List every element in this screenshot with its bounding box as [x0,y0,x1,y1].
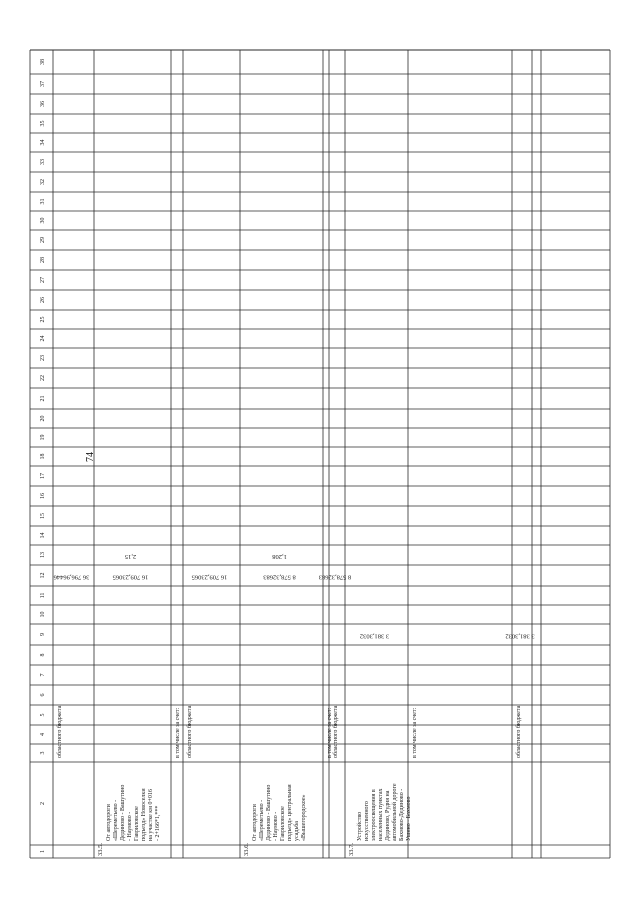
cell-value-col-13: 1,208 [272,553,287,560]
column-number-37: 37 [40,81,46,87]
row-name: Гавриловское [134,806,140,841]
row-name: Дединово, Рудня на [385,790,391,841]
column-number-22: 22 [40,375,46,381]
column-number-31: 31 [40,198,46,205]
column-number-16: 16 [40,493,46,499]
table-grid [30,50,610,858]
cell-value-col-12: 8 578,32683 [263,573,296,581]
cell-value-col-12: 16 709,23065 [112,573,149,581]
page-number: 74 [85,452,96,462]
row-name: областного бюджета [187,705,193,758]
column-number-18: 18 [40,453,46,460]
table-row [186,574,227,759]
cell-value-col-13: 2,15 [124,553,137,560]
column-number-28: 28 [40,257,46,263]
column-number-10: 10 [40,611,46,618]
column-number-38: 38 [40,59,46,65]
row-name: областного бюджета [516,705,522,758]
row-name: усадьба [294,821,300,841]
row-name: подъезд» Новоселки [141,788,147,841]
column-number-1: 1 [40,850,46,853]
row-name: областного бюджета [57,705,63,758]
column-number-5: 5 [40,713,46,717]
row-name: в том числе за счет: [175,707,181,758]
cell-value-col-12: 36 796,96446 [53,573,90,581]
row-name: Гавриловское [280,806,286,841]
table-row [243,553,307,856]
table-row [412,708,418,758]
table-row [53,574,90,759]
row-name: населенных пунктах [378,788,384,841]
column-number-header [40,59,46,853]
cell-value-col-9: 3 381,3032 [505,632,535,640]
column-number-33: 33 [40,159,46,165]
row-name: в том числе за счет: [327,707,333,758]
row-name: в том числе за счет: [412,707,418,758]
column-number-27: 27 [40,277,46,283]
column-number-11: 11 [40,592,46,599]
column-number-12: 12 [40,572,46,579]
column-number-23: 23 [40,355,46,361]
column-number-35: 35 [40,120,46,127]
row-name: От автодороги [252,804,258,841]
table-row [97,553,161,856]
column-number-30: 30 [40,217,46,224]
column-number-34: 34 [40,139,46,146]
row-name: на участке км 0+016 [148,789,154,841]
column-number-25: 25 [40,316,46,323]
column-number-13: 13 [40,552,46,558]
column-number-26: 26 [40,297,46,303]
table-rows [53,553,535,856]
cell-value-col-12: 8 578,32683 [318,573,352,581]
column-number-36: 36 [40,101,46,107]
column-number-15: 15 [40,513,46,519]
column-number-2: 2 [40,802,46,805]
row-name: От автодороги [106,804,112,841]
column-number-7: 7 [40,673,46,677]
cell-value-col-12: 16 709,23065 [191,573,228,581]
column-number-8: 8 [40,653,46,657]
row-name: подъезд» центральная [287,784,293,841]
column-number-29: 29 [40,237,46,243]
row-number: 33.5. [97,843,104,856]
cell-value-col-9: 3 381,3032 [359,632,390,640]
row-name: искусственного [364,801,370,841]
column-number-20: 20 [40,415,46,422]
row-name: автомобильной дороге [392,783,398,841]
column-number-19: 19 [40,434,46,441]
row-name: Бахмово-Дединово - [399,788,405,841]
column-number-32: 32 [40,179,46,185]
column-number-6: 6 [40,693,46,697]
row-name: Устройство [357,811,363,841]
column-number-17: 17 [40,473,46,479]
column-number-21: 21 [40,395,46,402]
row-name: - 2+166*1,*** [155,805,161,841]
table-row [505,633,534,759]
row-name: - Наумово - [127,811,133,841]
row-name: областного бюджета [333,705,339,758]
row-name: «Вышегородское» [301,794,307,841]
row-name: «Шереметьево - [259,799,265,841]
row-name: Дединово - Вашутино [120,784,126,841]
row-number: 33.7. [348,843,355,856]
row-name: электроосвещения в [371,789,377,841]
column-number-3: 3 [40,751,46,755]
row-number: 33.6. [243,843,250,856]
row-name: Ушино - Бахмово [406,796,412,841]
column-number-24: 24 [40,335,46,342]
row-name: - Наумово - [273,811,279,841]
column-number-9: 9 [40,633,46,636]
column-number-14: 14 [40,532,46,539]
row-name: Дединово - Вашутино [266,784,272,841]
table-row [319,574,352,759]
table-row [175,708,181,758]
column-number-4: 4 [40,733,46,736]
row-name: «Шереметьево - [113,799,119,841]
